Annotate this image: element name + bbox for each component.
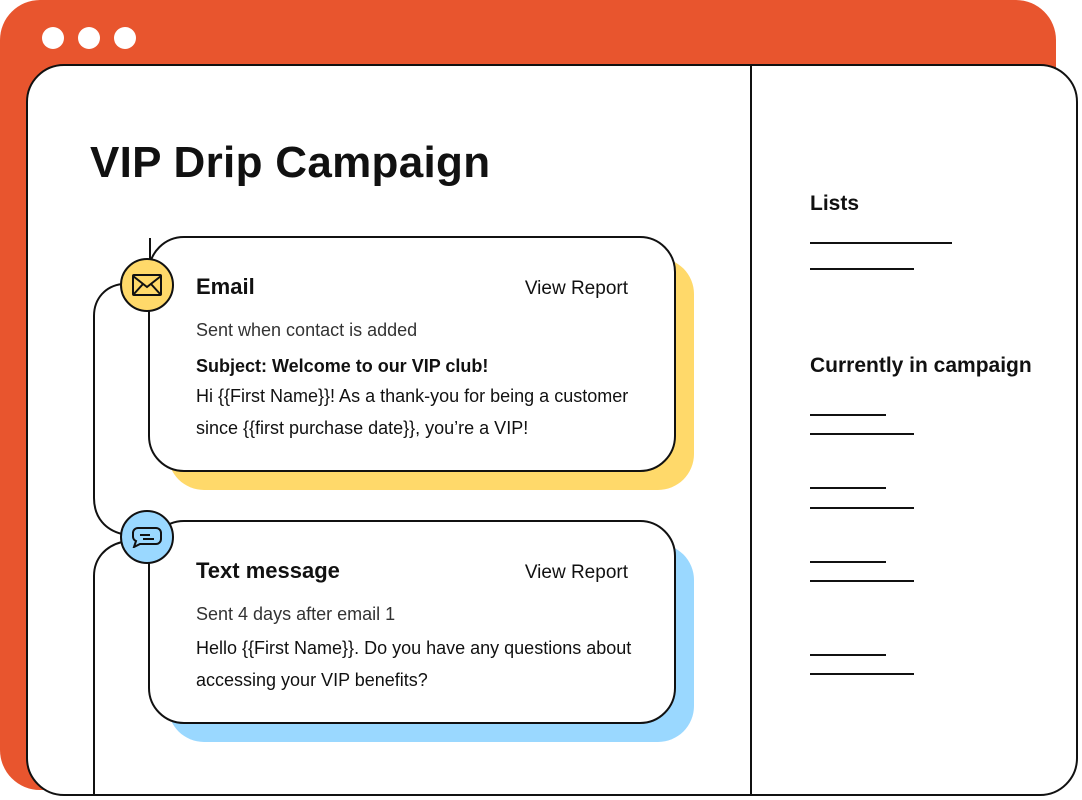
window-dot-minimize[interactable] <box>78 27 100 49</box>
contact-placeholder-line <box>810 414 886 416</box>
contact-placeholder-line <box>810 487 886 489</box>
email-step-icon <box>120 258 174 312</box>
contact-placeholder-line <box>810 580 914 582</box>
email-subject: Subject: Welcome to our VIP club! <box>196 356 489 376</box>
main-window <box>26 64 1078 796</box>
contact-placeholder-line <box>810 433 914 435</box>
sms-trigger-text: Sent 4 days after email 1 <box>196 604 396 624</box>
contact-placeholder-line <box>810 561 886 563</box>
window-dot-maximize[interactable] <box>114 27 136 49</box>
page-title: VIP Drip Campaign <box>90 138 491 187</box>
contact-placeholder-line <box>810 673 914 675</box>
sms-step-icon <box>120 510 174 564</box>
contact-placeholder-line <box>810 507 914 509</box>
email-step-title: Email <box>196 274 255 299</box>
campaign-heading: Currently in campaign <box>810 354 1032 377</box>
sms-step-card[interactable] <box>148 520 676 724</box>
sms-body: Hello {{First Name}}. Do you have any questions about accessing your VIP benefits? <box>196 638 632 690</box>
email-view-report-link[interactable]: View Report <box>524 278 628 299</box>
list-placeholder-line <box>810 268 914 270</box>
email-trigger-text: Sent when contact is added <box>196 320 418 340</box>
list-placeholder-line <box>810 242 952 244</box>
sms-step-title: Text message <box>196 558 340 583</box>
email-step-card[interactable] <box>148 236 676 472</box>
lists-heading: Lists <box>810 192 860 215</box>
panel-divider <box>750 66 752 794</box>
envelope-icon <box>132 274 162 296</box>
chat-bubble-icon <box>132 526 162 548</box>
contact-placeholder-line <box>810 654 886 656</box>
sms-view-report-link[interactable]: View Report <box>524 562 628 583</box>
window-dot-close[interactable] <box>42 27 64 49</box>
email-body: Hi {{First Name}}! As a thank-you for being a customer since {{first purchase date}}, you’re a VIP! <box>196 386 629 438</box>
